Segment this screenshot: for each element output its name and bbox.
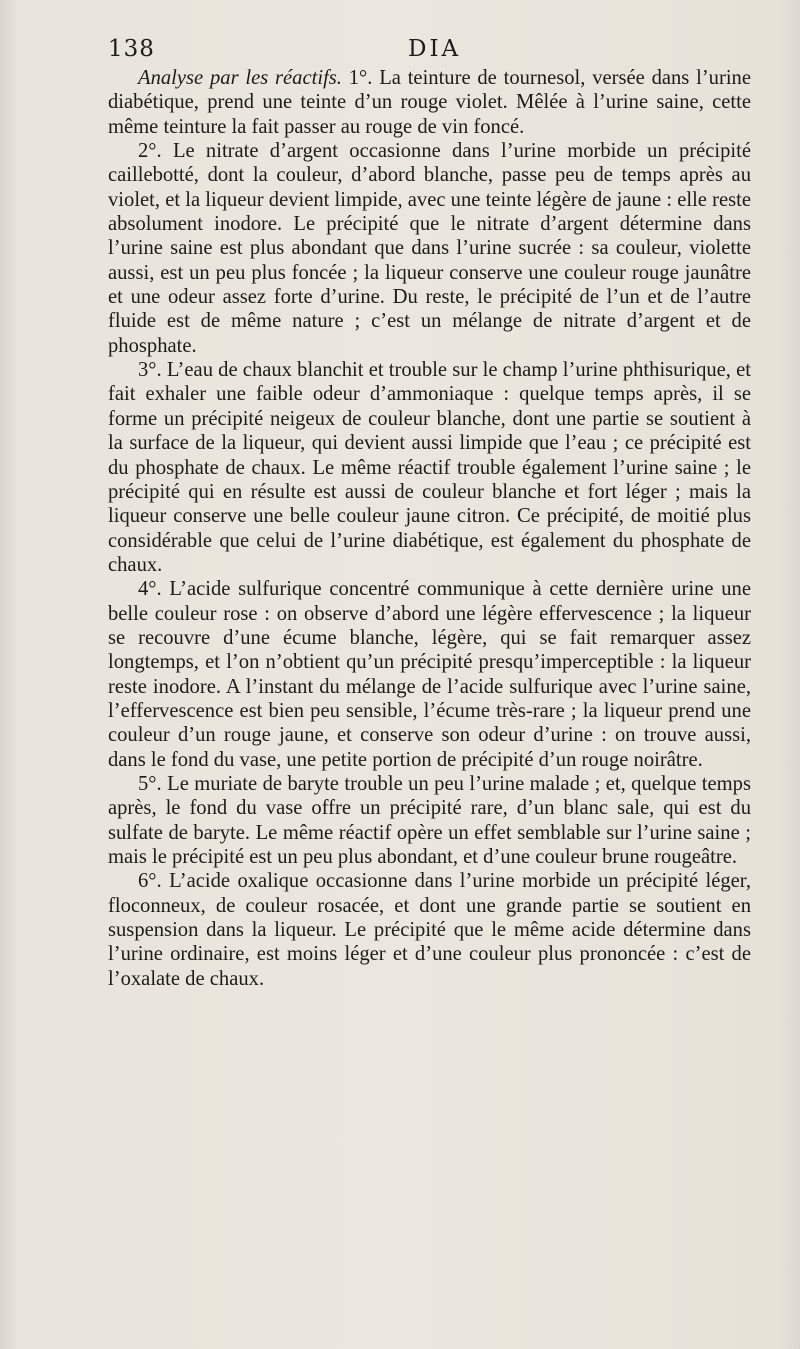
paragraph-5: 5°. Le muriate de baryte trouble un peu l’urine malade ; et, quelque temps après, le fond du vase offre un précipité rare, d’un blanc sale, qui est du sulfate de baryte. Le même réactif opère un effet semblable sur l’urine saine ; mais le précipité est un peu plus abondant, et d’une couleur brune rougeâtre.	[108, 772, 751, 868]
paragraph-2: 2°. Le nitrate d’argent occasionne dans l’urine morbide un précipité caillebotté, dont la couleur, d’abord blanche, passe peu de temps après au violet, et la liqueur devient limpide, avec une teinte légère de jaune : elle reste absolument inodore. Le précipité que le nitrate d’argent détermine dans l’urine saine est plus abondant que dans l’urine sucrée : sa couleur, violette aussi, est un peu plus foncée ; la liqueur conserve une couleur rouge jaunâtre et une odeur assez forte d’urine. Du reste, le précipité de l’un et de l’autre fluide est de même nature ; c’est un mélange de nitrate d’argent et de phosphate.	[108, 140, 751, 357]
paragraph-4: 4°. L’acide sulfurique concentré communique à cette dernière urine une belle couleur rose : on observe d’abord une légère effervescence ; la liqueur se recouvre d’une écume blanche, légère, qui se fait remarquer assez longtemps, et l’on n’obtient qu’un précipité presqu’imperceptible : la liqueur reste inodore. A l’instant du mélange de l’acide sulfurique avec l’urine saine, l’effervescence est bien peu sensible, l’écume très-rare ; la liqueur prend une couleur d’un rouge jaune, et conserve son odeur d’urine : on trouve aussi, dans le fond du vase, une petite portion de précipité d’un rouge noirâtre.	[108, 578, 751, 771]
running-head: DIA	[408, 36, 462, 62]
page-number: 138	[108, 36, 155, 62]
paragraph-1-text: 1°. La teinture de tournesol, versée dans l’urine diabétique, prend une teinte d’un rouge violet. Mêlée à l’urine saine, cette même teinture la fait passer au rouge de vin foncé.	[108, 67, 751, 138]
paragraph-1	[108, 66, 751, 139]
body-text	[108, 66, 751, 991]
paragraph-3: 3°. L’eau de chaux blanchit et trouble sur le champ l’urine phthisurique, et fait exhaler une faible odeur d’ammoniaque : quelque temps après, il se forme un précipité neigeux de couleur blanche, dont une partie se soutient à la surface de la liqueur, qui devient aussi limpide que l’eau ; ce précipité est du phosphate de chaux. Le même réactif trouble également l’urine saine ; le précipité qui en résulte est aussi de couleur blanche et fort léger ; mais la liqueur conserve une belle couleur jaune citron. Ce précipité, de moitié plus considérable que celui de l’urine diabétique, est également du phosphate de chaux.	[108, 359, 751, 576]
page-header	[108, 36, 748, 64]
section-heading: Analyse par les réactifs.	[138, 67, 342, 89]
paragraph-6: 6°. L’acide oxalique occasionne dans l’urine morbide un précipité léger, floconneux, de couleur rosacée, et dont une grande partie se soutient en suspension dans la liqueur. Le précipité que le même acide détermine dans l’urine ordinaire, est moins léger et d’une couleur plus prononcée : c’est de l’oxalate de chaux.	[108, 870, 751, 990]
